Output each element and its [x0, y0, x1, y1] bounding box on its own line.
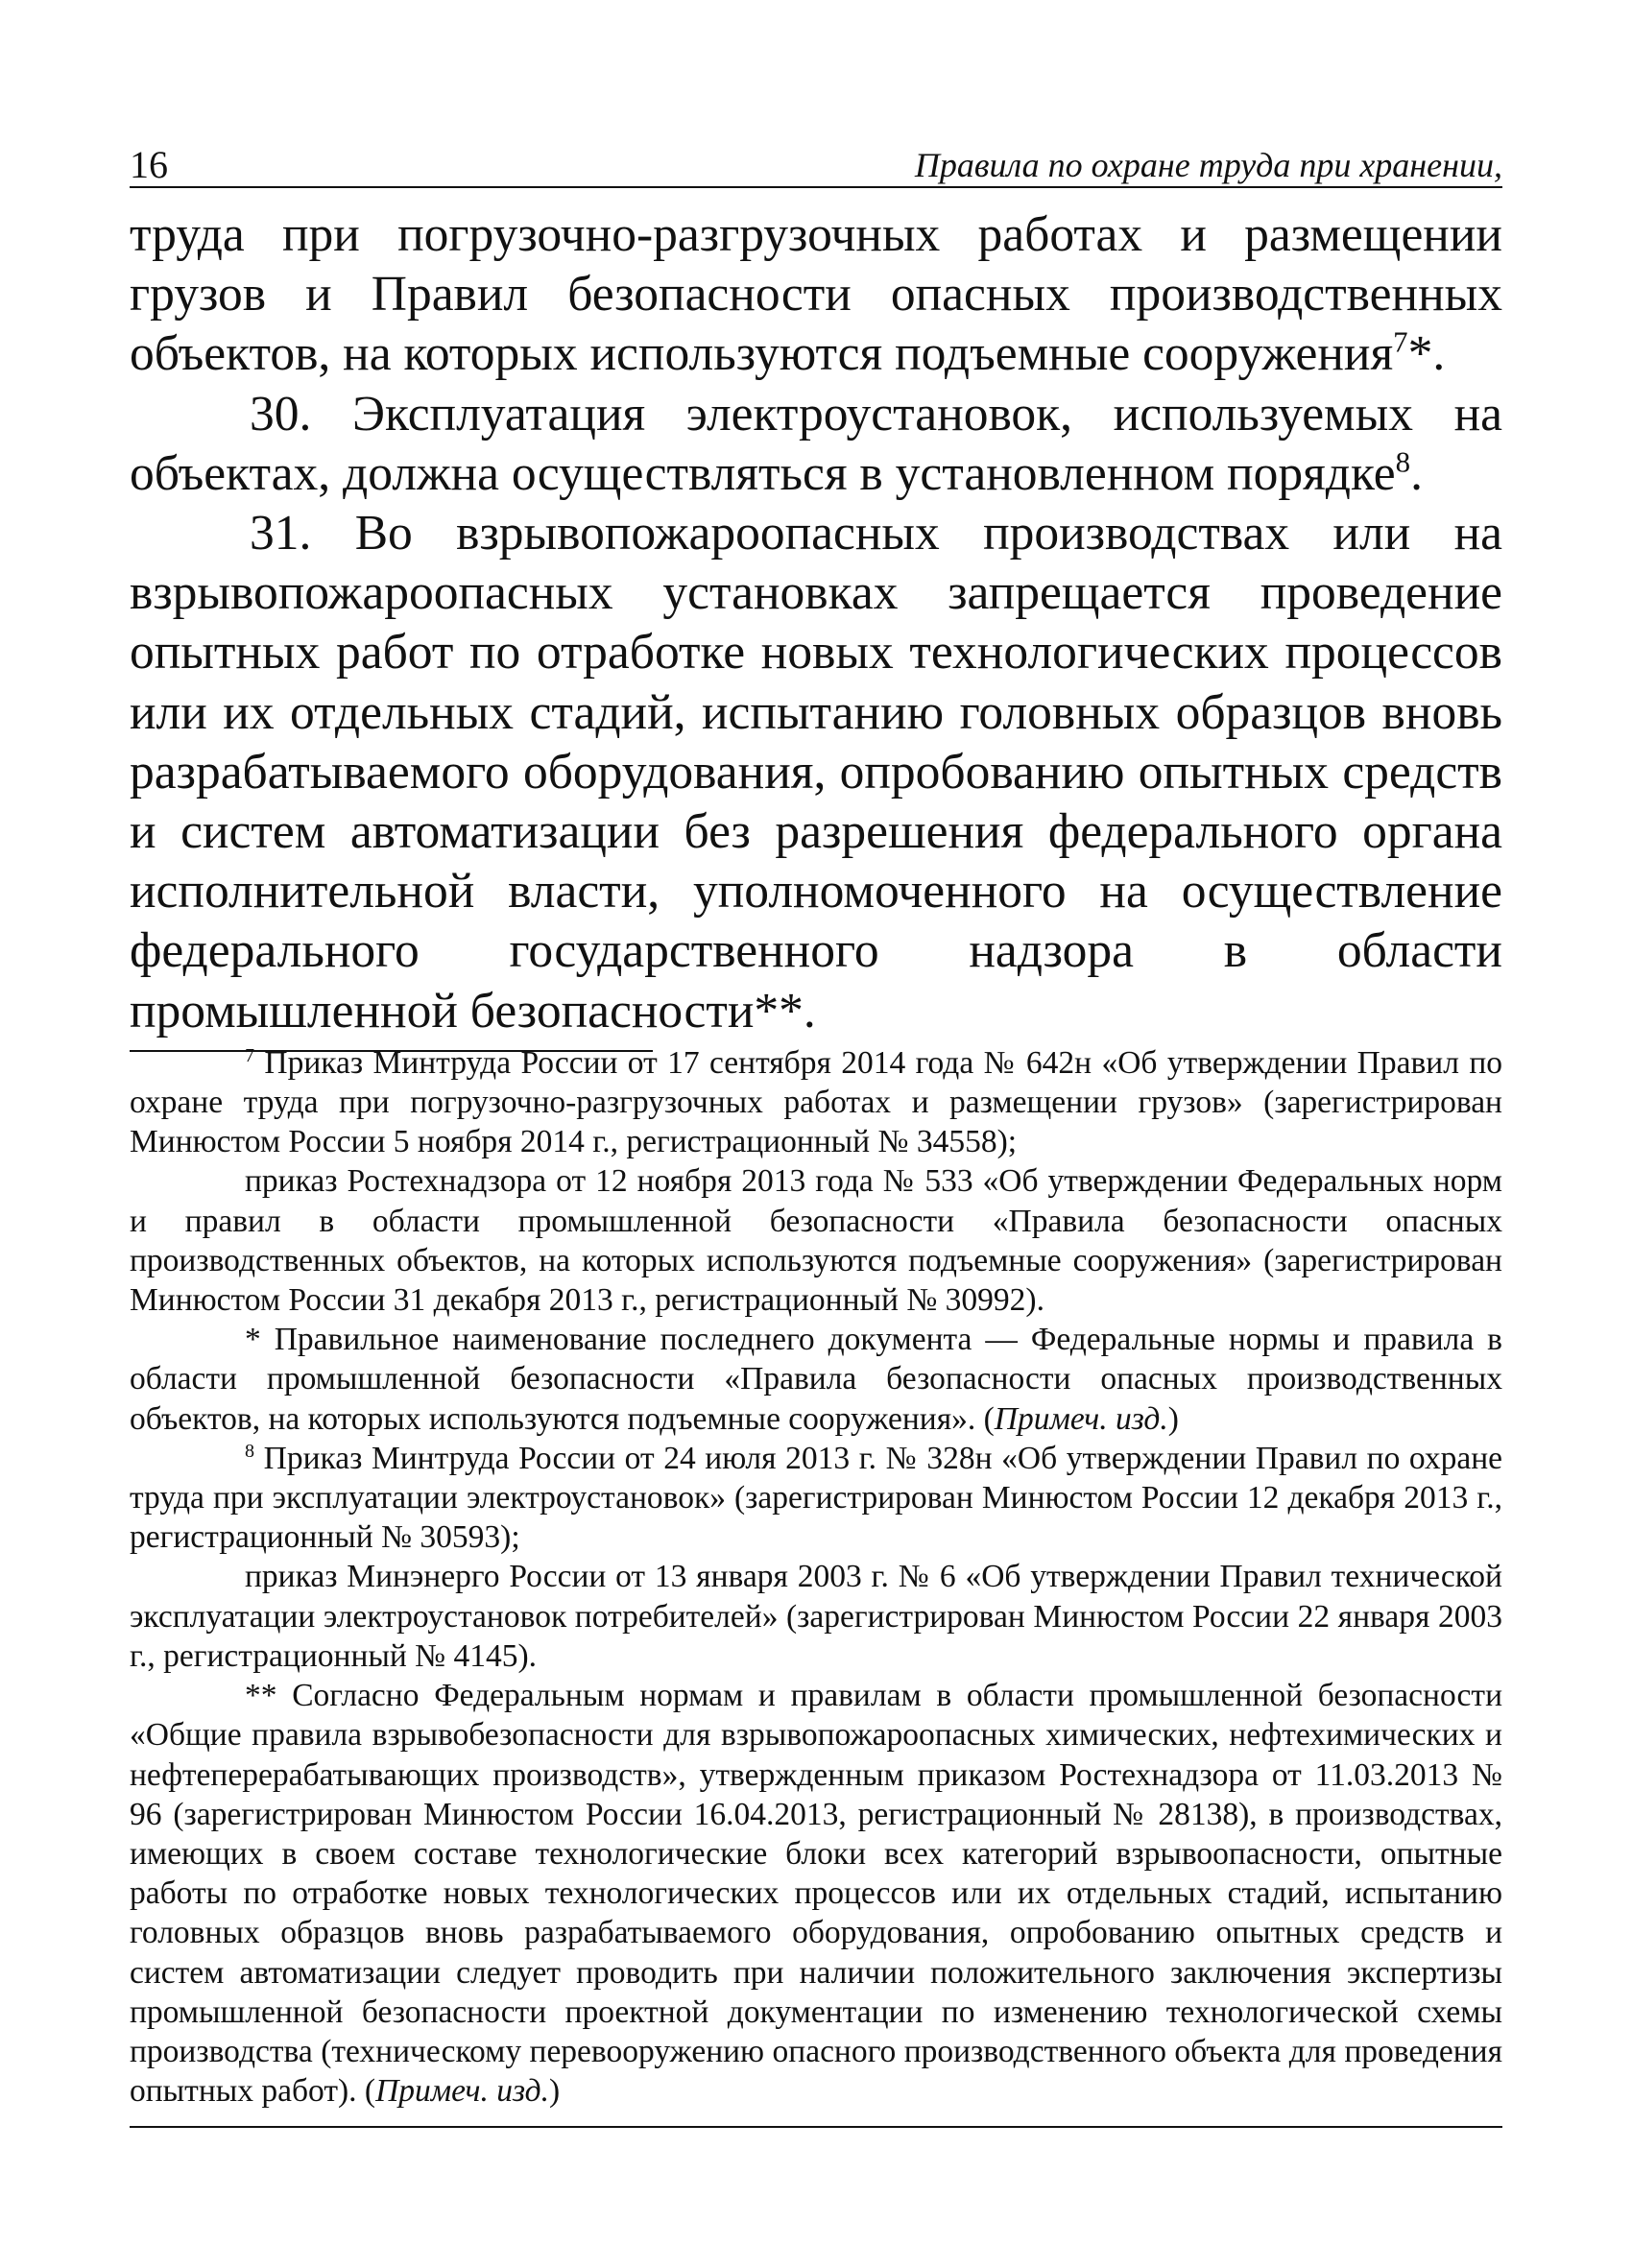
publisher-note: Примеч. изд. [994, 1400, 1168, 1437]
footnote-star: * Правильное наименование последнего документа — Федеральные нормы и правила в области промышленной безопасности «Правила безопасности опасных производственных объектов, на которых используются подъемные сооружения». (Примеч. изд.) [130, 1322, 1502, 1437]
footnote-ref-7: 7 [1393, 324, 1408, 359]
paragraph-continuation: труда при погрузочно-разгрузочных работах и размещении грузов и Правил безопасности опасных производственных объектов, на которых используются подъемные сооружения$^7$*. [130, 207, 1502, 382]
footnote-7: $^7$ Приказ Минтруда России от 17 сентября 2014 года № 642н «Об утверждении Правил по охране труда при погрузочно-разгрузочных работах и размещении грузов» (зарегистрирован Минюстом России 5 ноября 2014 г., регистрационный № 34558); [130, 1044, 1502, 1160]
main-text [130, 205, 1502, 1041]
bottom-rule [130, 2126, 1502, 2128]
footnote-double-star: ** Согласно Федеральным нормам и правилам в области промышленной безопасности «Общие правила взрывобезопасности для взрывопожароопасных химических, нефтехимических и нефтеперерабатывающих производств», утвержденным приказом Ростехнадзора от 11.03.2013 № 96 (зарегистрирован Минюстом России 16.04.2013, регистрационный № 28138), в производствах, имеющих в своем составе технологические блоки всех категорий взрывоопасности, опытные работы по отработке новых технологических процессов или их отдельных стадий, испытанию головных образцов вновь разрабатываемого оборудования, опробованию опытных средств и систем автоматизации следует проводить при наличии положительного заключения экспертизы промышленной безопасности проектной документации по изменению технологической схемы производства (техническому перевооружению опасного производственного объекта для проведения опытных работ). (Примеч. изд.) [130, 1678, 1502, 2110]
footnote-8: $^8$ Приказ Минтруда России от 24 июля 2013 г. № 328н «Об утверждении Правил по охране труда при эксплуатации электроустановок» (зарегистрирован Минюстом России 12 декабря 2013 г., регистрационный № 30593); [130, 1440, 1502, 1556]
paragraph-31: 31. Во взрывопожароопасных производствах или на взрывопожароопасных установках запрещается проведение опытных работ по отработке новых технологических процессов или их отдельных стадий, испытанию головных образцов вновь разрабатываемого оборудования, опробованию опытных средств и систем автоматизации без разрешения федерального органа исполнительной власти, уполномоченного на осуществление федерального государственного надзора в области промышленной безопасности**. [130, 506, 1502, 1039]
book-page [130, 134, 1502, 2128]
footnote-separator [130, 1050, 653, 1052]
publisher-note: Примеч. изд. [375, 2073, 549, 2110]
page-number: 16 [130, 143, 168, 186]
footnote-ref-8: 8 [1395, 444, 1411, 479]
page-header [130, 134, 1502, 188]
footnote-7-continued: приказ Ростехнадзора от 12 ноября 2013 года № 533 «Об утверждении Федеральных норм и правил в области промышленной безопасности «Правила безопасности опасных производственных объектов, на которых используются подъемные сооружения» (зарегистрирован Минюстом России 31 декабря 2013 г., регистрационный № 30992). [130, 1163, 1502, 1319]
footnotes [130, 1043, 1502, 2111]
footnote-8-continued: приказ Минэнерго России от 13 января 2003 г. № 6 «Об утверждении Правил технической эксплуатации электроустановок потребителей» (зарегистрирован Минюстом России 22 января 2003 г., регистрационный № 4145). [130, 1559, 1502, 1674]
paragraph-30: 30. Эксплуатация электроустановок, используемых на объектах, должна осуществляться в установленном порядке$^8$. [130, 386, 1502, 501]
running-title: Правила по охране труда при хранении, [914, 146, 1502, 184]
